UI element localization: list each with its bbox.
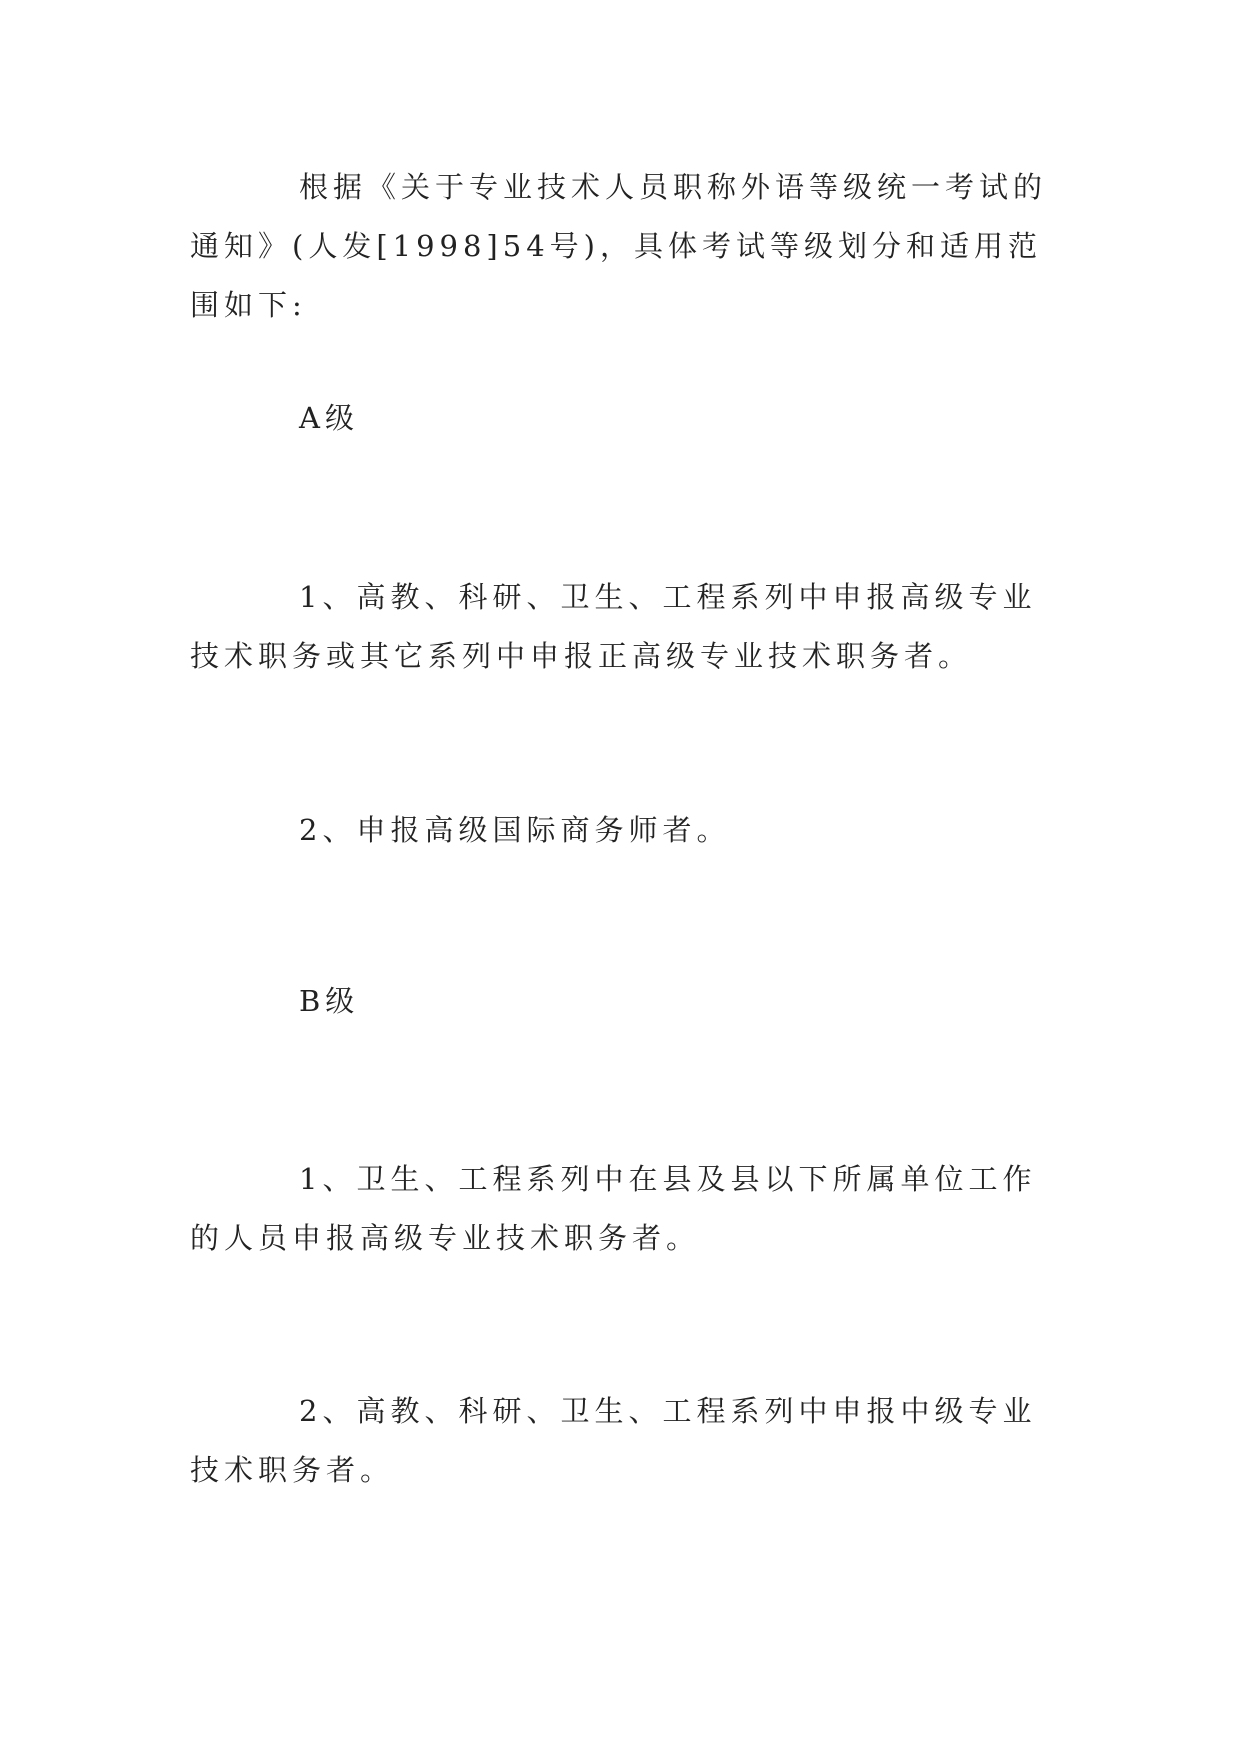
level-b-heading: B级 [299,984,360,1018]
level-b-item-2: 2、高教、科研、卫生、工程系列中申报中级专业技术职务者。 [190,1394,1037,1487]
level-a-heading: A级 [299,401,359,435]
level-b-item-1: 1、卫生、工程系列中在县及县以下所属单位工作的人员申报高级专业技术职务者。 [190,1162,1037,1255]
level-a-item-1: 1、高教、科研、卫生、工程系列中申报高级专业技术职务或其它系列中申报正高级专业技术职务者。 [190,580,1037,673]
level-a-item-2: 2、申报高级国际商务师者。 [299,813,731,847]
intro-paragraph: 根据《关于专业技术人员职称外语等级统一考试的通知》(人发[1998]54号)，具体考试等级划分和适用范围如下: [190,170,1048,322]
